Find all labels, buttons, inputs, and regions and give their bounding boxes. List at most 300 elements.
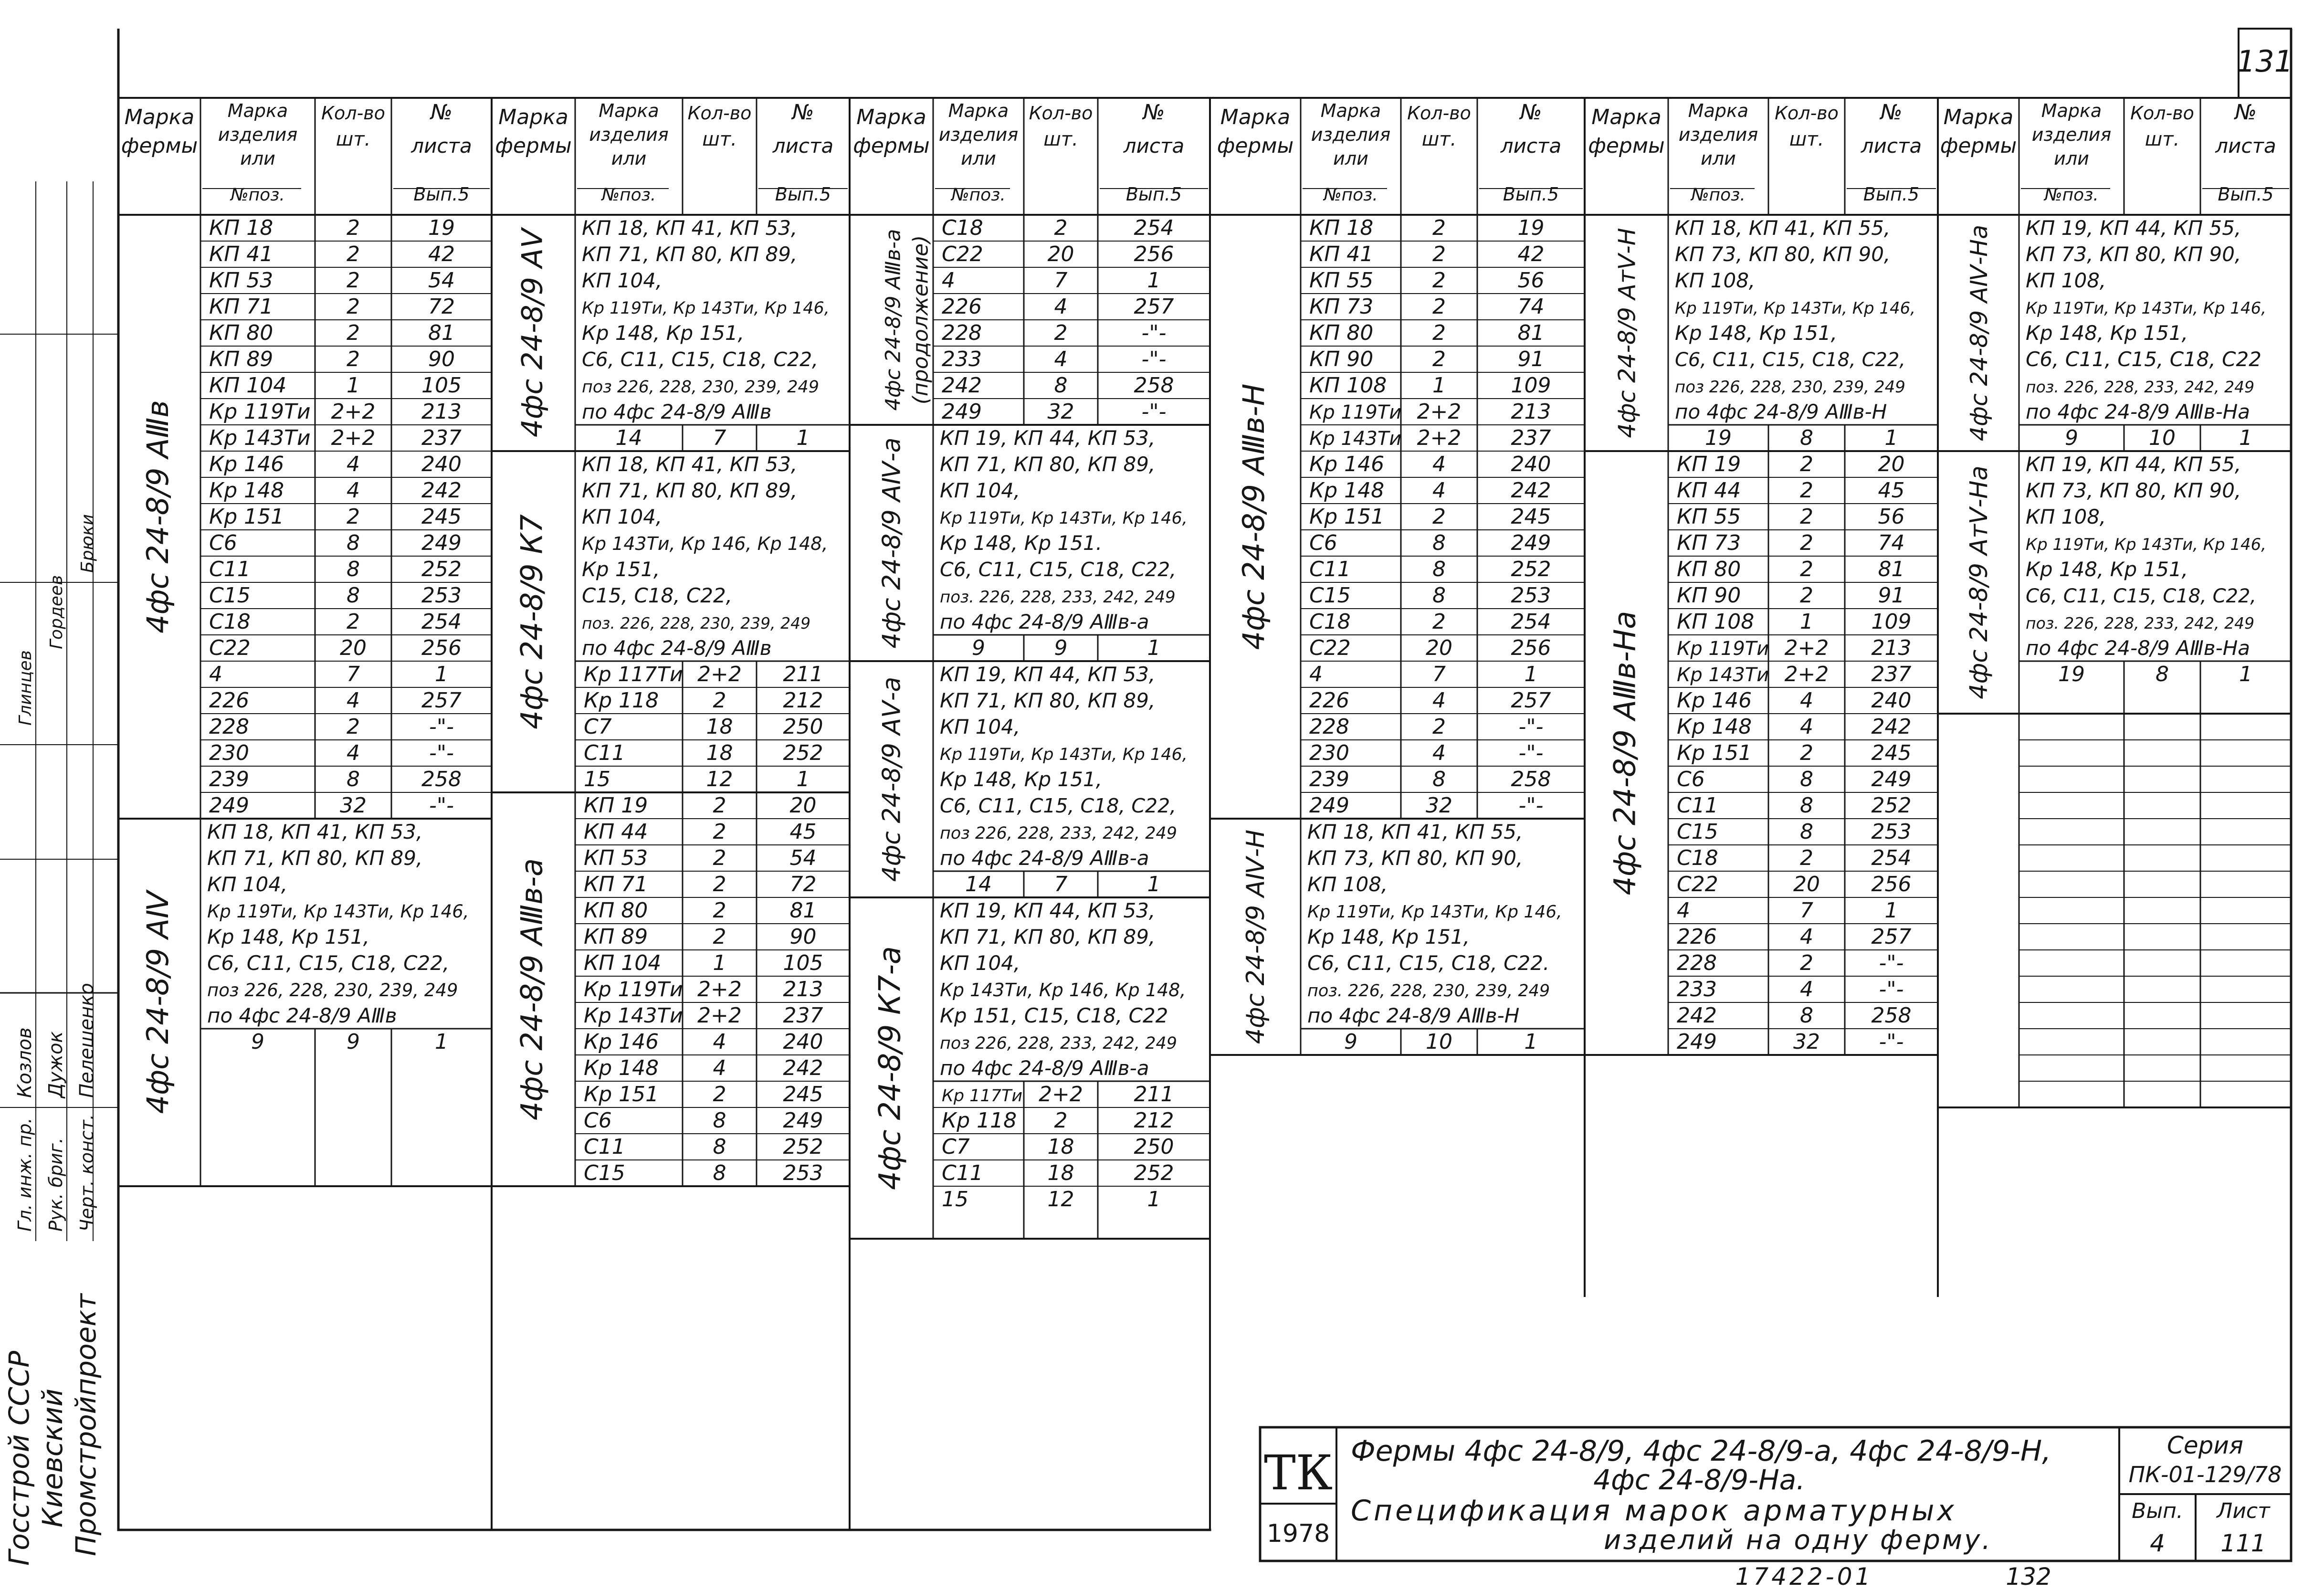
item-sheet-cell: 252 (783, 1135, 823, 1159)
item-qty-cell: 8 (713, 1108, 726, 1133)
footer-count-cell: 1 (1884, 426, 1898, 450)
item-mark-cell: Кр 119Ти (584, 978, 683, 1001)
spec-text-line: КП 71, КП 80, КП 89, (582, 479, 798, 502)
item-qty-cell: 8 (1800, 820, 1813, 844)
spec-text-line: Кр 119Ти, Кр 143Ти, Кр 146, (1307, 902, 1562, 922)
item-sheet-cell: 257 (421, 688, 462, 713)
item-mark-cell: 226 (1677, 925, 1717, 949)
spec-text-line: КП 18, КП 41, КП 53, (207, 820, 423, 843)
header-marka-izdeliya: Марка (948, 100, 1009, 121)
item-mark-cell: Кр 117Ти (584, 663, 683, 686)
item-qty-cell: 2 (1432, 321, 1446, 345)
header-marka-izdeliya: изделия (1311, 124, 1391, 145)
item-mark-cell: 249 (942, 400, 982, 424)
item-sheet-cell: 213 (783, 977, 823, 1001)
stamp-org: Госстрой СССР (3, 1350, 35, 1566)
header-marka-izdeliya: изделия (1678, 124, 1758, 145)
item-sheet-cell: 54 (428, 268, 455, 293)
spec-text-line: С6, С11, С15, С18, С22, (207, 951, 450, 975)
item-sheet-cell: 250 (783, 715, 823, 739)
item-sheet-cell: 245 (421, 505, 462, 529)
footer-count-cell: 1 (2239, 662, 2252, 686)
item-sheet-cell: 252 (1511, 557, 1551, 581)
item-mark-cell: Кр 146 (1677, 688, 1752, 713)
item-sheet-cell: 258 (1871, 1003, 1912, 1028)
item-qty-cell: 1 (1432, 373, 1446, 398)
item-mark-cell: С15 (1309, 583, 1351, 608)
header-marka-izdeliya: Марка (227, 100, 288, 121)
footer-count-cell: 1 (796, 426, 810, 450)
item-sheet-cell: -"- (1141, 400, 1167, 424)
item-sheet-cell: 211 (783, 662, 823, 686)
truss-mark-label: 4фс 24-8/9 К7 (514, 514, 549, 729)
item-mark-cell: 4 (1309, 662, 1323, 686)
item-mark-cell: С15 (209, 583, 251, 608)
footer-count-cell: 1 (1147, 636, 1161, 660)
item-sheet-cell: 56 (1878, 505, 1905, 529)
item-qty-cell: 18 (1047, 1135, 1074, 1159)
item-sheet-cell: 250 (1134, 1135, 1174, 1159)
item-mark-cell: 233 (1677, 977, 1717, 1001)
item-sheet-cell: 254 (1134, 216, 1174, 240)
spec-text-line: поз. 226, 228, 230, 239, 249 (582, 614, 811, 632)
header-kol-vo: Кол-во (321, 103, 385, 124)
item-mark-cell: 228 (1677, 951, 1717, 975)
item-mark-cell: С11 (1309, 557, 1351, 581)
item-mark-cell: КП 108 (1309, 373, 1387, 398)
tk-logo: ТК (1263, 1445, 1333, 1501)
header-marka-izdeliya: №поз. (2044, 185, 2099, 205)
header-marka-fermy: Марка (124, 105, 195, 129)
item-mark-cell: КП 104 (584, 951, 662, 975)
item-sheet-cell: 74 (1878, 531, 1905, 555)
item-sheet-cell: -"- (1879, 977, 1904, 1001)
item-qty-cell: 4 (1800, 715, 1813, 739)
header-marka-izdeliya: №поз. (951, 185, 1006, 205)
item-mark-cell: 230 (209, 741, 249, 765)
footer-count-cell: 1 (1524, 1030, 1538, 1054)
item-qty-cell: 8 (713, 1135, 726, 1159)
item-mark-cell: КП 71 (584, 872, 648, 896)
vyp-value: 4 (2150, 1529, 2165, 1557)
item-qty-cell: 2 (1432, 505, 1446, 529)
item-qty-cell: 4 (1432, 688, 1446, 713)
footer-count-cell: 7 (713, 426, 726, 450)
footer-count-cell: 14 (965, 872, 992, 896)
item-qty-cell: 2 (1800, 741, 1813, 765)
footer-count-cell: 8 (2156, 662, 2169, 686)
truss-mark-label: 4фс 24-8/9 АⅣ (140, 891, 175, 1114)
item-qty-cell: 2 (1432, 242, 1446, 266)
item-mark-cell: 242 (942, 373, 982, 398)
spec-text-line: Кр 148, Кр 151. (940, 531, 1103, 555)
item-sheet-cell: -"- (429, 741, 454, 765)
item-mark-cell: С11 (209, 557, 251, 581)
spec-text-line: по 4фс 24-8/9 АⅢв (207, 1004, 397, 1027)
spec-text-line: поз. 226, 228, 230, 239, 249 (1307, 981, 1550, 1001)
spec-text-line: Кр 148, Кр 151, (1675, 321, 1838, 345)
stamp-org: Киевский (36, 1388, 69, 1528)
item-mark-cell: С22 (1309, 636, 1351, 660)
header-marka-fermy: Марка (1220, 105, 1291, 129)
item-sheet-cell: 20 (1878, 452, 1905, 476)
item-qty-cell: 2 (713, 872, 726, 896)
stamp-extra: Глинцев (16, 650, 35, 726)
spec-text-line: Кр 148, Кр 151, (1307, 925, 1470, 948)
header-marka-fermy: фермы (1588, 134, 1665, 158)
header-marka-fermy: фермы (853, 134, 930, 158)
footer-count-cell: 19 (1705, 426, 1732, 450)
spec-text-line: Кр 119Ти, Кр 143Ти, Кр 146, (2026, 299, 2267, 318)
spec-text-line: С6, С11, С15, С18, С22, (940, 794, 1177, 817)
title-line: 4фс 24-8/9-На. (1593, 1464, 1805, 1496)
item-sheet-cell: 105 (421, 373, 462, 398)
item-sheet-cell: 252 (1871, 793, 1912, 818)
item-qty-cell: 32 (1426, 793, 1452, 818)
item-mark-cell: Кр 119Ти (1677, 638, 1769, 660)
spec-text-line: С6, С11, С15, С18, С22, (1675, 349, 1906, 371)
item-qty-cell: 8 (713, 1161, 726, 1185)
item-sheet-cell: -"- (1518, 715, 1544, 739)
header-marka-fermy: Марка (856, 105, 926, 129)
item-qty-cell: 20 (1047, 242, 1074, 266)
item-mark-cell: КП 71 (209, 295, 273, 319)
item-mark-cell: С6 (584, 1108, 612, 1133)
header-list: листа (2215, 134, 2276, 158)
spec-text-line: С6, С11, С15, С18, С22 (2026, 348, 2261, 371)
item-mark-cell: КП 90 (1309, 347, 1374, 371)
spec-text-line: КП 18, КП 41, КП 53, (582, 453, 798, 476)
footer-count-cell: 8 (1800, 426, 1813, 450)
spec-text-line: по 4фс 24-8/9 АⅢв (582, 636, 772, 660)
header-marka-izdeliya: №поз. (1691, 185, 1746, 205)
stamp-role: Гл. инж. пр. (14, 1117, 35, 1232)
item-sheet-cell: -"- (1518, 741, 1544, 765)
spec-text-line: Кр 148, Кр 151, (940, 768, 1103, 791)
spec-text-line: по 4фс 24-8/9 АⅢв-Н (1307, 1004, 1520, 1027)
item-sheet-cell: 254 (421, 610, 462, 634)
header-marka-fermy: фермы (1940, 134, 2017, 158)
item-sheet-cell: 81 (1878, 557, 1905, 581)
item-qty-cell: 2 (1800, 478, 1813, 503)
item-mark-cell: 233 (942, 347, 982, 371)
item-sheet-cell: 256 (1871, 872, 1912, 896)
item-sheet-cell: -"- (1879, 1030, 1904, 1054)
item-sheet-cell: 20 (789, 793, 817, 818)
item-qty-cell: 2 (1800, 531, 1813, 555)
item-mark-cell: КП 41 (209, 242, 273, 266)
footer-count-cell: 9 (2065, 426, 2078, 450)
item-qty-cell: 18 (706, 741, 733, 765)
item-mark-cell: 4 (942, 268, 955, 293)
item-mark-cell: 228 (1309, 715, 1349, 739)
item-qty-cell: 2 (1800, 846, 1813, 870)
footer-count-cell: 1 (435, 1030, 448, 1054)
item-qty-cell: 2 (713, 925, 726, 949)
item-sheet-cell: 1 (1884, 898, 1898, 923)
item-qty-cell: 2 (1432, 715, 1446, 739)
spec-text-line: КП 18, КП 41, КП 55, (1675, 216, 1891, 240)
header-list: Вып.5 (2218, 184, 2274, 205)
spec-text-line: КП 104, (207, 873, 288, 896)
header-kol-vo: Кол-во (687, 103, 752, 124)
item-sheet-cell: 213 (1871, 636, 1912, 660)
item-mark-cell: Кр 143Ти (1677, 664, 1769, 686)
spec-text-line: КП 73, КП 80, КП 90, (1307, 846, 1523, 870)
header-marka-fermy: фермы (1217, 134, 1294, 158)
item-mark-cell: 249 (209, 793, 249, 818)
item-qty-cell: 18 (706, 715, 733, 739)
item-qty-cell: 20 (1426, 636, 1452, 660)
item-mark-cell: КП 18 (1309, 216, 1374, 240)
item-sheet-cell: 256 (421, 636, 462, 660)
truss-mark-label: 4фс 24-8/9 АⅢв-На (1607, 611, 1642, 896)
item-qty-cell: 2 (1800, 452, 1813, 476)
item-mark-cell: С22 (209, 636, 251, 660)
item-sheet-cell: 19 (1517, 216, 1545, 240)
item-sheet-cell: 257 (1871, 925, 1912, 949)
item-qty-cell: 2+2 (1784, 636, 1829, 660)
header-marka-fermy: Марка (498, 105, 568, 129)
header-kol-vo: шт. (336, 128, 371, 150)
vyp-label: Вып. (2132, 1499, 2183, 1523)
item-sheet-cell: 245 (1871, 741, 1912, 765)
item-sheet-cell: 90 (789, 925, 817, 949)
truss-mark-label: 4фс 24-8/9 АⅤ (515, 228, 549, 438)
spec-text-line: поз 226, 228, 230, 239, 249 (207, 980, 458, 1001)
item-qty-cell: 12 (706, 767, 733, 791)
item-sheet-cell: 72 (428, 295, 455, 319)
series-label: Серия (2167, 1432, 2243, 1459)
item-qty-cell: 8 (1432, 531, 1446, 555)
item-sheet-cell: 253 (421, 583, 462, 608)
item-qty-cell: 7 (1054, 268, 1068, 293)
item-sheet-cell: 91 (1878, 583, 1905, 608)
title-line: Фермы 4фс 24-8/9, 4фс 24-8/9-а, 4фс 24-8/9-Н, (1351, 1434, 2051, 1468)
item-mark-cell: Кр 119Ти (1309, 401, 1402, 423)
item-sheet-cell: 1 (435, 662, 448, 686)
item-mark-cell: С11 (1677, 793, 1718, 818)
item-qty-cell: 8 (1800, 793, 1813, 818)
item-sheet-cell: 109 (1511, 373, 1551, 398)
item-qty-cell: 7 (1432, 662, 1446, 686)
truss-mark-label: 4фс 24-8/9 АⅣ-Н (1241, 829, 1270, 1044)
header-marka-izdeliya: или (1701, 148, 1736, 169)
spec-text-line: КП 104, (582, 505, 662, 528)
spec-text-line: по 4фс 24-8/9 АⅢв-На (2026, 400, 2250, 423)
table-content (3, 44, 2293, 1591)
item-mark-cell: Кр 146 (1309, 452, 1385, 476)
item-mark-cell: Кр 143Ти (584, 1004, 683, 1028)
item-mark-cell: Кр 118 (942, 1108, 1017, 1133)
item-qty-cell: 2+2 (1417, 426, 1462, 450)
item-sheet-cell: 249 (1871, 767, 1912, 791)
item-mark-cell: 15 (942, 1187, 968, 1212)
spec-text-line: КП 104, (940, 715, 1020, 738)
item-qty-cell: 4 (1432, 452, 1446, 476)
item-mark-cell: 228 (942, 321, 982, 345)
item-qty-cell: 2+2 (1417, 400, 1462, 424)
spec-text-line: поз. 226, 228, 233, 242, 249 (940, 588, 1176, 607)
header-list: листа (1123, 134, 1185, 158)
header-kol-vo: шт. (2145, 128, 2180, 150)
footer-count-cell: 10 (2149, 426, 2176, 450)
spec-text-line: КП 104, (940, 951, 1020, 975)
item-mark-cell: КП 44 (584, 820, 648, 844)
item-sheet-cell: 249 (1511, 531, 1551, 555)
item-mark-cell: С6 (209, 531, 237, 555)
item-sheet-cell: 252 (783, 741, 823, 765)
item-qty-cell: 32 (1047, 400, 1074, 424)
footer-count-cell: 9 (1054, 636, 1068, 660)
spec-text-line: поз. 226, 228, 233, 242, 249 (2026, 378, 2255, 396)
item-sheet-cell: 105 (783, 951, 823, 975)
item-qty-cell: 4 (347, 741, 360, 765)
item-mark-cell: Кр 143Ти (1309, 428, 1402, 450)
item-qty-cell: 8 (1800, 767, 1813, 791)
item-sheet-cell: 254 (1511, 610, 1551, 634)
item-qty-cell: 4 (1800, 925, 1813, 949)
header-list: листа (1861, 134, 1922, 158)
item-sheet-cell: -"- (1141, 321, 1167, 345)
spec-text-line: КП 108, (2026, 505, 2106, 528)
item-qty-cell: 2 (1432, 347, 1446, 371)
footer-count-cell: 1 (2239, 426, 2252, 450)
item-qty-cell: 8 (347, 557, 360, 581)
item-mark-cell: КП 18 (209, 216, 273, 240)
spec-text-line: КП 18, КП 41, КП 55, (1307, 820, 1523, 843)
item-sheet-cell: 237 (783, 1003, 823, 1028)
footer-count-cell: 14 (615, 426, 642, 450)
header-list: Вып.5 (1125, 184, 1182, 205)
item-sheet-cell: 242 (783, 1056, 823, 1080)
item-sheet-cell: 109 (1871, 610, 1912, 634)
item-mark-cell: Кр 151 (1309, 505, 1385, 529)
item-sheet-cell: 72 (789, 872, 817, 896)
item-sheet-cell: 1 (1524, 662, 1538, 686)
spec-text-line: по 4фс 24-8/9 АⅢв-а (940, 1056, 1149, 1080)
item-mark-cell: КП 89 (584, 925, 648, 949)
item-mark-cell: КП 55 (1677, 505, 1741, 529)
spec-text-line: КП 104, (940, 479, 1020, 502)
item-qty-cell: 1 (1800, 610, 1813, 634)
item-mark-cell: 4 (1677, 898, 1690, 923)
item-mark-cell: 226 (942, 295, 982, 319)
item-qty-cell: 2+2 (697, 662, 742, 686)
item-mark-cell: Кр 148 (1309, 478, 1385, 503)
header-marka-fermy: Марка (1943, 105, 2014, 129)
item-sheet-cell: 42 (428, 242, 455, 266)
truss-mark-label: 4фс 24-8/9 АтⅤ-На (1965, 465, 1993, 699)
spec-text-line: Кр 143Ти, Кр 146, Кр 148, (582, 533, 828, 554)
spec-text-line: С6, С11, С15, С18, С22. (1307, 951, 1550, 975)
spec-text-line: по 4фс 24-8/9 АⅢв-На (2026, 636, 2250, 660)
item-mark-cell: Кр 148 (209, 478, 284, 503)
item-mark-cell: 239 (1309, 767, 1349, 791)
spec-text-line: КП 71, КП 80, КП 89, (940, 925, 1156, 948)
footer-count-cell: 9 (1344, 1030, 1357, 1054)
spec-text-line: КП 108, (2026, 269, 2106, 292)
truss-mark-label: 4фс 24-8/9 К7-а (872, 946, 907, 1190)
item-sheet-cell: 257 (1511, 688, 1551, 713)
item-mark-cell: Кр 118 (584, 688, 659, 713)
spec-text-line: С6, С11, С15, С18, С22, (2026, 585, 2257, 607)
truss-mark-label: 4фс 24-8/9 АⅢв (140, 400, 175, 633)
header-list: № (1880, 100, 1903, 125)
header-kol-vo: шт. (1421, 128, 1457, 150)
header-kol-vo: шт. (1789, 128, 1824, 150)
header-kol-vo: Кол-во (2130, 103, 2194, 124)
item-qty-cell: 2 (1054, 321, 1068, 345)
item-qty-cell: 4 (713, 1030, 726, 1054)
item-sheet-cell: 240 (1511, 452, 1551, 476)
item-qty-cell: 2 (1800, 583, 1813, 608)
item-qty-cell: 32 (1793, 1030, 1820, 1054)
stamp-extra: Гордеев (47, 575, 66, 649)
header-marka-izdeliya: или (1333, 148, 1368, 169)
item-sheet-cell: 237 (1871, 662, 1912, 686)
item-sheet-cell: 253 (783, 1161, 823, 1185)
item-qty-cell: 32 (340, 793, 367, 818)
item-sheet-cell: 257 (1134, 295, 1174, 319)
item-qty-cell: 2 (713, 820, 726, 844)
item-sheet-cell: 91 (1517, 347, 1545, 371)
footer-count-cell: 9 (972, 636, 985, 660)
spec-text-line: Кр 119Ти, Кр 143Ти, Кр 146, (582, 299, 830, 318)
header-list: № (431, 100, 452, 125)
truss-mark-label: 4фс 24-8/9 АⅣ-На (1966, 224, 1993, 442)
item-mark-cell: С18 (1677, 846, 1718, 870)
header-list: листа (772, 134, 834, 158)
spec-text-line: КП 19, КП 44, КП 55, (2026, 453, 2241, 476)
item-mark-cell: КП 19 (1677, 452, 1741, 476)
item-mark-cell: КП 104 (209, 373, 287, 398)
item-qty-cell: 20 (340, 636, 367, 660)
item-mark-cell: КП 80 (584, 898, 648, 923)
item-mark-cell: С6 (1309, 531, 1337, 555)
header-list: Вып.5 (775, 184, 831, 205)
item-mark-cell: КП 80 (209, 321, 273, 345)
header-marka-fermy: фермы (121, 134, 198, 158)
item-mark-cell: С18 (209, 610, 251, 634)
item-sheet-cell: -"- (1518, 793, 1544, 818)
item-mark-cell: С11 (584, 741, 625, 765)
item-sheet-cell: 81 (1517, 321, 1545, 345)
header-list: № (2235, 100, 2257, 125)
item-sheet-cell: 81 (789, 898, 817, 923)
spec-text-line: Кр 119Ти, Кр 143Ти, Кр 146, (940, 509, 1188, 528)
item-sheet-cell: -"- (429, 793, 454, 818)
item-sheet-cell: 74 (1517, 295, 1545, 319)
item-qty-cell: 2 (1800, 505, 1813, 529)
item-qty-cell: 2+2 (697, 1003, 742, 1028)
item-sheet-cell: -"- (1879, 951, 1904, 975)
item-mark-cell: Кр 146 (584, 1030, 659, 1054)
spec-text-line: Кр 148, Кр 151, (2026, 558, 2188, 581)
item-qty-cell: 2 (713, 1082, 726, 1106)
footer-count-cell: 9 (347, 1030, 360, 1054)
item-qty-cell: 2 (1432, 216, 1446, 240)
item-qty-cell: 2 (1800, 557, 1813, 581)
item-qty-cell: 2 (347, 715, 360, 739)
spec-text-line: Кр 143Ти, Кр 146, Кр 148, (940, 980, 1186, 1001)
item-sheet-cell: 240 (1871, 688, 1912, 713)
truss-mark-label: 4фс 24-8/9 АⅤ-а (877, 676, 906, 882)
item-sheet-cell: 1 (1147, 1187, 1161, 1212)
item-sheet-cell: 212 (783, 688, 823, 713)
item-mark-cell: Кр 119Ти (209, 400, 311, 424)
item-qty-cell: 4 (1054, 347, 1068, 371)
